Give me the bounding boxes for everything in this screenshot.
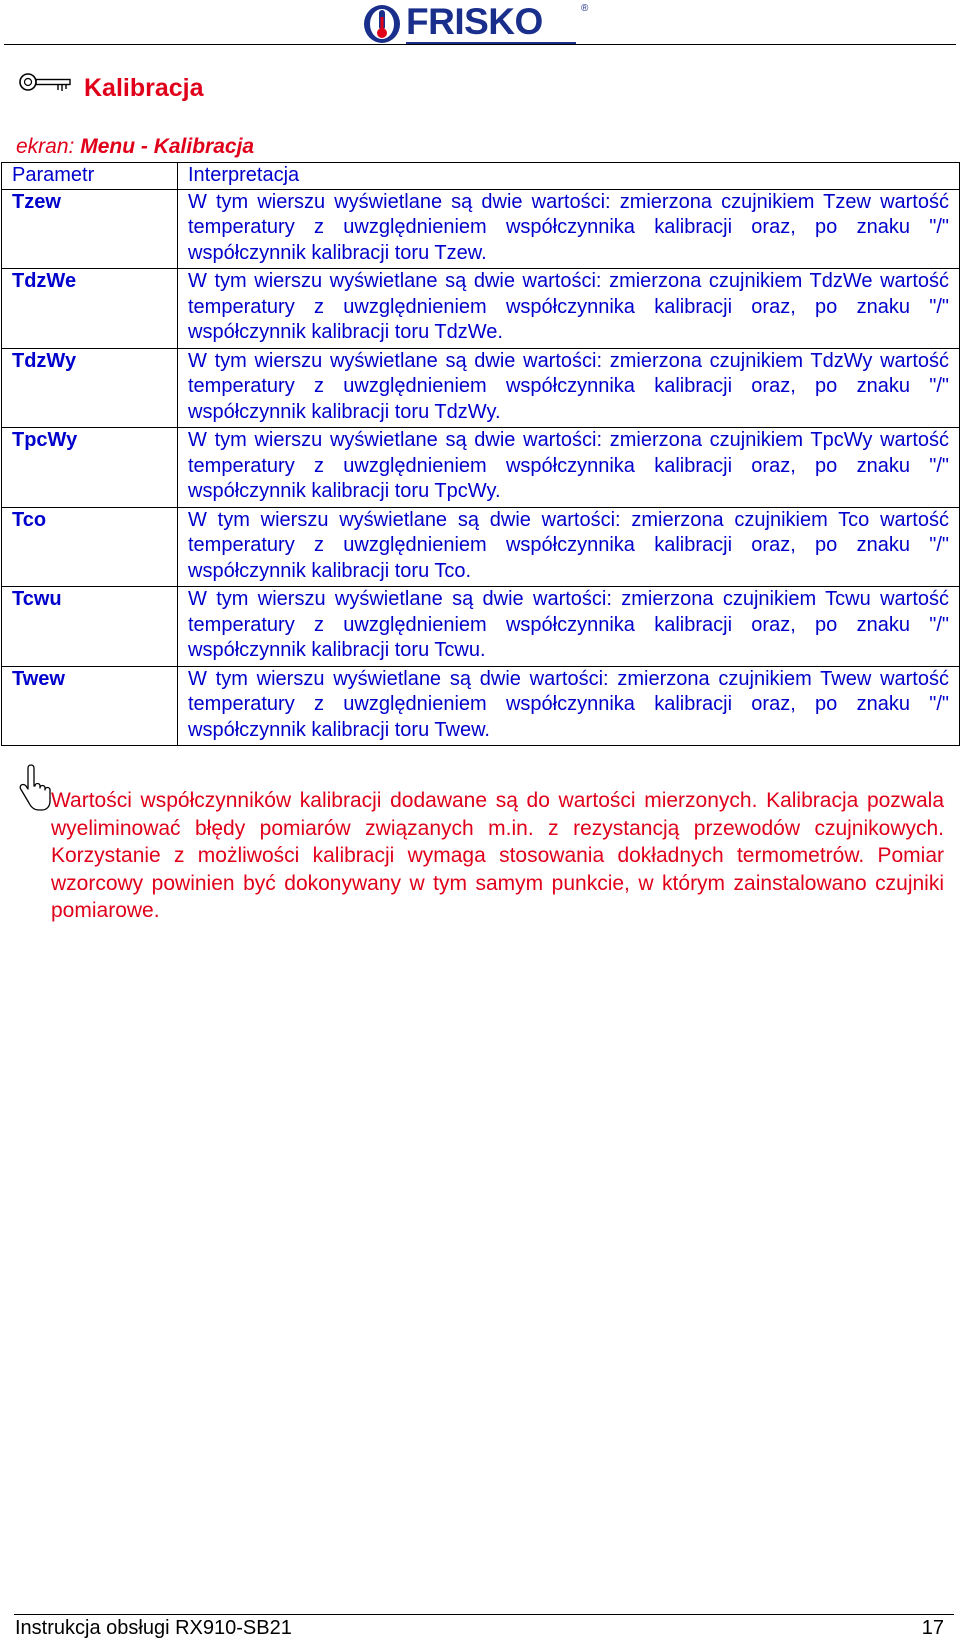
param-name: TdzWy: [2, 348, 178, 428]
param-name: Tco: [2, 507, 178, 587]
manual-title: Instrukcja obsługi RX910-SB21: [15, 1617, 292, 1639]
table-row: [2, 348, 960, 428]
param-name: TpcWy: [2, 428, 178, 508]
header-divider: [4, 44, 956, 45]
screen-prefix: ekran:: [16, 135, 81, 158]
param-name: TdzWe: [2, 269, 178, 349]
param-name: Tzew: [2, 189, 178, 269]
table-row: [2, 189, 960, 269]
brand-logo: [362, 3, 594, 45]
footer-divider: [14, 1614, 954, 1615]
param-name: Tcwu: [2, 587, 178, 667]
table-row: [2, 666, 960, 746]
param-description: W tym wierszu wyświetlane są dwie wartości: zmierzona czujnikiem Twew wartość temperatury z uwzględnieniem współczynnika kalibracji oraz, po znaku "/" współczynnik kalibracji toru Twew.: [178, 666, 960, 746]
header-parametr: Parametr: [2, 163, 178, 190]
parameter-table: [1, 162, 960, 746]
calibration-note: Wartości współczynników kalibracji dodawane są do wartości mierzonych. Kalibracja pozwala wyeliminować błędy pomiarów związanych m.in. z rezystancją przewodów czujnikowych. Korzystanie z możliwości kalibracji wymaga stosowania dokładnych termometrów. Pomiar wzorcowy powinien być dokonywany w tym samym punkcie, w którym zainstalowano czujniki pomiarowe.: [51, 789, 944, 922]
section-title: Kalibracja: [84, 74, 204, 102]
table-header-row: [2, 163, 960, 190]
param-description: W tym wierszu wyświetlane są dwie wartości: zmierzona czujnikiem TpcWy wartość temperatury z uwzględnieniem współczynnika kalibracji oraz, po znaku "/" współczynnik kalibracji toru TpcWy.: [178, 428, 960, 508]
table-row: [2, 428, 960, 508]
param-description: W tym wierszu wyświetlane są dwie wartości: zmierzona czujnikiem Tco wartość temperatury z uwzględnieniem współczynnika kalibracji oraz, po znaku "/" współczynnik kalibracji toru Tco.: [178, 507, 960, 587]
screen-name: Menu - Kalibracja: [80, 135, 255, 158]
key-icon: [18, 70, 74, 94]
table-row: [2, 269, 960, 349]
param-description: W tym wierszu wyświetlane są dwie wartości: zmierzona czujnikiem TdzWe wartość temperatury z uwzględnieniem współczynnika kalibracji oraz, po znaku "/" współczynnik kalibracji toru TdzWe.: [178, 269, 960, 349]
param-description: W tym wierszu wyświetlane są dwie wartości: zmierzona czujnikiem Tzew wartość temperatury z uwzględnieniem współczynnika kalibracji oraz, po znaku "/" współczynnik kalibracji toru Tzew.: [178, 189, 960, 269]
registered-mark: ®: [581, 3, 589, 14]
screen-path: [16, 135, 254, 159]
thermometer-logo-icon: [362, 3, 402, 45]
table-row: [2, 507, 960, 587]
param-description: W tym wierszu wyświetlane są dwie wartości: zmierzona czujnikiem TdzWy wartość temperatury z uwzględnieniem współczynnika kalibracji oraz, po znaku "/" współczynnik kalibracji toru TdzWy.: [178, 348, 960, 428]
param-description: W tym wierszu wyświetlane są dwie wartości: zmierzona czujnikiem Tcwu wartość temperatury z uwzględnieniem współczynnika kalibracji oraz, po znaku "/" współczynnik kalibracji toru Tcwu.: [178, 587, 960, 667]
page-number: 17: [921, 1617, 944, 1639]
header-interpretacja: Interpretacja: [178, 163, 960, 190]
param-name: Twew: [2, 666, 178, 746]
pointing-hand-icon: [18, 763, 52, 813]
logo-text: FRISKO: [406, 1, 543, 42]
table-row: [2, 587, 960, 667]
